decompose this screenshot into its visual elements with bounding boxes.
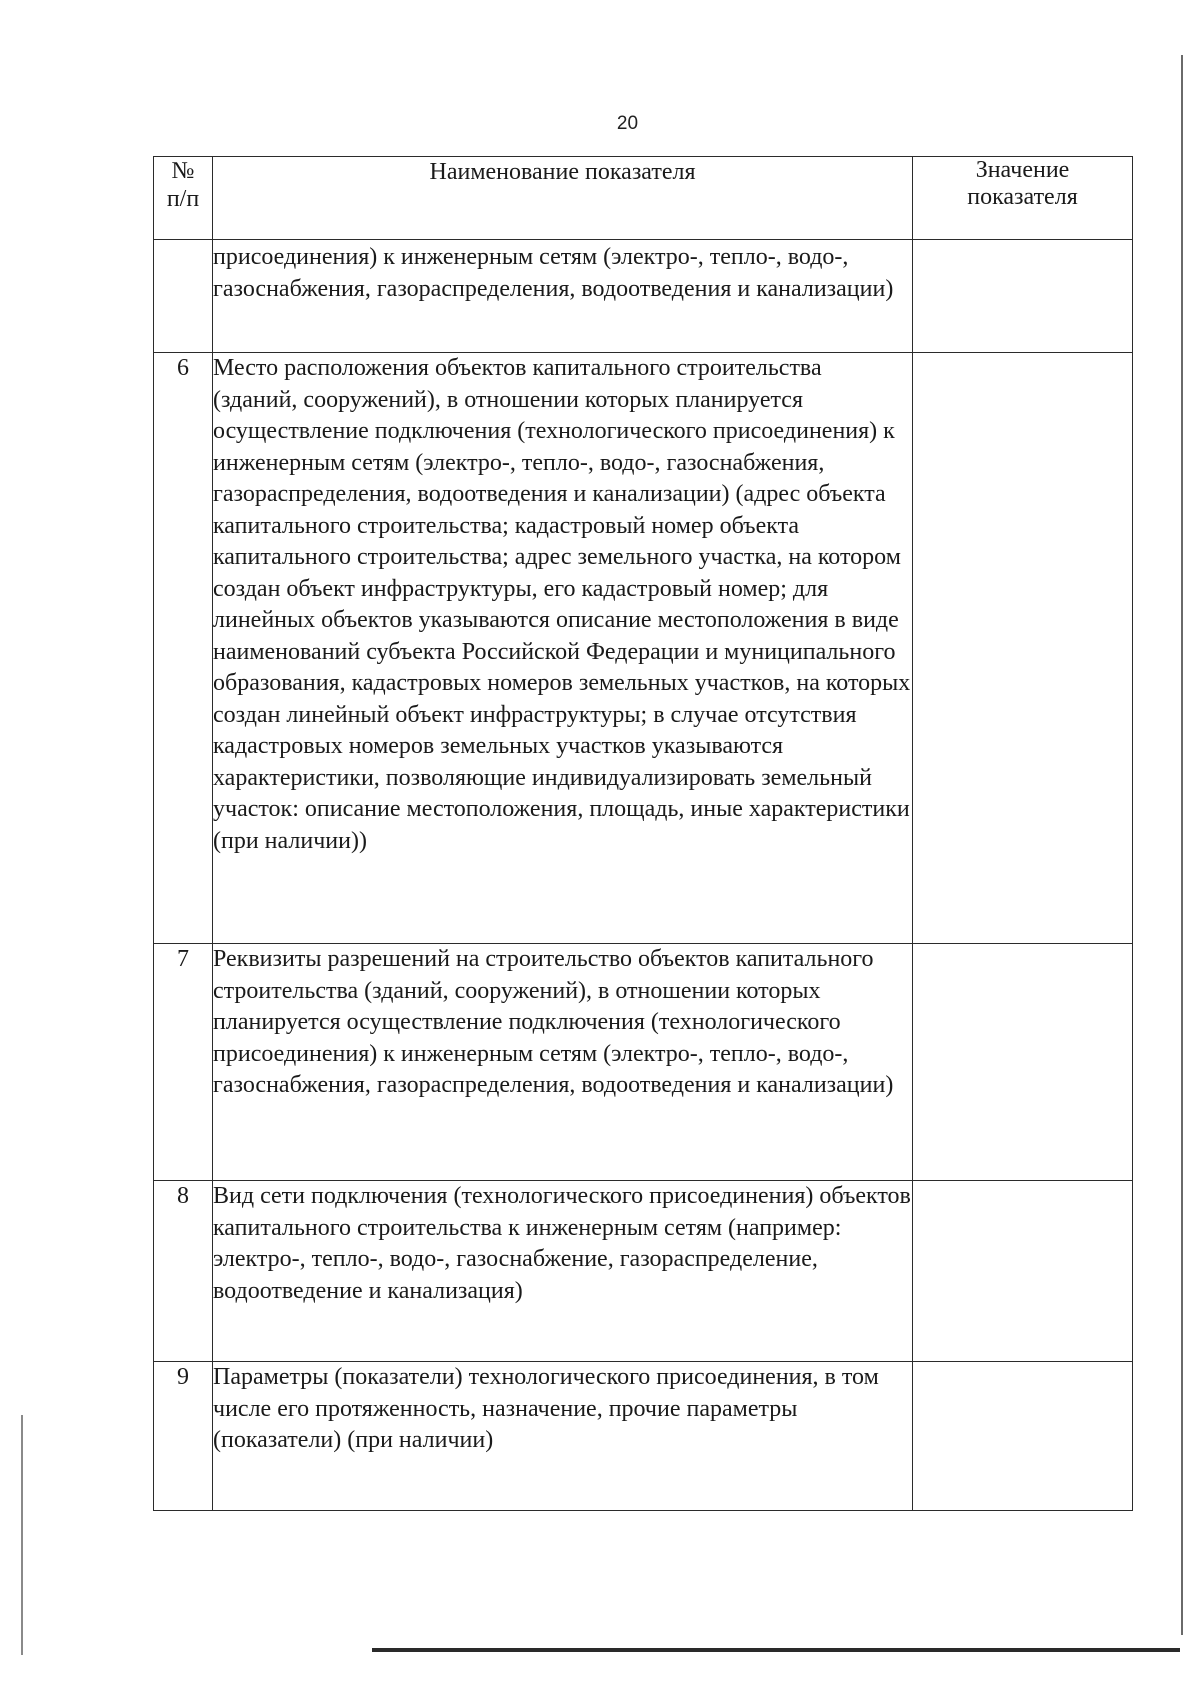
row-name: Место расположения объектов капитального строительства (зданий, сооружений), в отношении которых планируется осуществление подключения (технологического присоединения) к инженерным сетям (электро-, тепло-, водо-, газоснабжения, газораспределения, водоотведения и канализации) (адрес объекта капитального строительства; кадастровый номер объекта капитального строительства; адрес земельного участка, на котором создан объект инфраструктуры, его кадастровый номер; для линейных объектов указываются описание местоположения в виде наименований субъекта Российской Федерации и муниципального образования, кадастровых номеров земельных участков, на которых создан линейный объект инфраструктуры; в случае отсутствия кадастровых номеров земельных участков указываются характеристики, позволяющие индивидуализировать земельный участок: описание местоположения, площадь, иные характеристики (при наличии)) <box>213 353 913 944</box>
row-number: 6 <box>154 353 213 944</box>
row-number: 9 <box>154 1362 213 1511</box>
table-row <box>154 240 1133 353</box>
bottom-rule <box>372 1648 1180 1652</box>
header-name <box>213 157 913 240</box>
header-value-text: Значение показателя <box>967 157 1078 210</box>
row-value <box>913 1181 1133 1362</box>
row-value <box>913 353 1133 944</box>
row-number: 7 <box>154 944 213 1181</box>
header-number <box>154 157 213 240</box>
row-name: Параметры (показатели) технологического присоединения, в том числе его протяженность, назначение, прочие параметры (показатели) (при наличии) <box>213 1362 913 1511</box>
table-row <box>154 1362 1133 1511</box>
scan-edge-line-left <box>21 1415 23 1655</box>
indicators-table <box>153 156 1133 1511</box>
header-number-text: № п/п <box>166 158 200 212</box>
header-value <box>913 157 1133 240</box>
row-name: Вид сети подключения (технологического присоединения) объектов капитального строительства к инженерным сетям (например: электро-, тепло-, водо-, газоснабжение, газораспределение, водоотведение и канализация) <box>213 1181 913 1362</box>
page-number: 20 <box>616 113 639 134</box>
table-header-row <box>154 157 1133 240</box>
row-number <box>154 240 213 353</box>
row-value <box>913 944 1133 1181</box>
row-value <box>913 240 1133 353</box>
header-name-text: Наименование показателя <box>429 159 696 185</box>
table-row <box>154 944 1133 1181</box>
row-number: 8 <box>154 1181 213 1362</box>
table-row <box>154 353 1133 944</box>
table-row <box>154 1181 1133 1362</box>
row-value <box>913 1362 1133 1511</box>
row-name: присоединения) к инженерным сетям (электро-, тепло-, водо-, газоснабжения, газораспределения, водоотведения и канализации) <box>213 240 913 353</box>
scan-edge-line-right <box>1181 55 1183 1635</box>
row-name: Реквизиты разрешений на строительство объектов капитального строительства (зданий, сооружений), в отношении которых планируется осуществление подключения (технологического присоединения) к инженерным сетям (электро-, тепло-, водо-, газоснабжения, газораспределения, водоотведения и канализации) <box>213 944 913 1181</box>
